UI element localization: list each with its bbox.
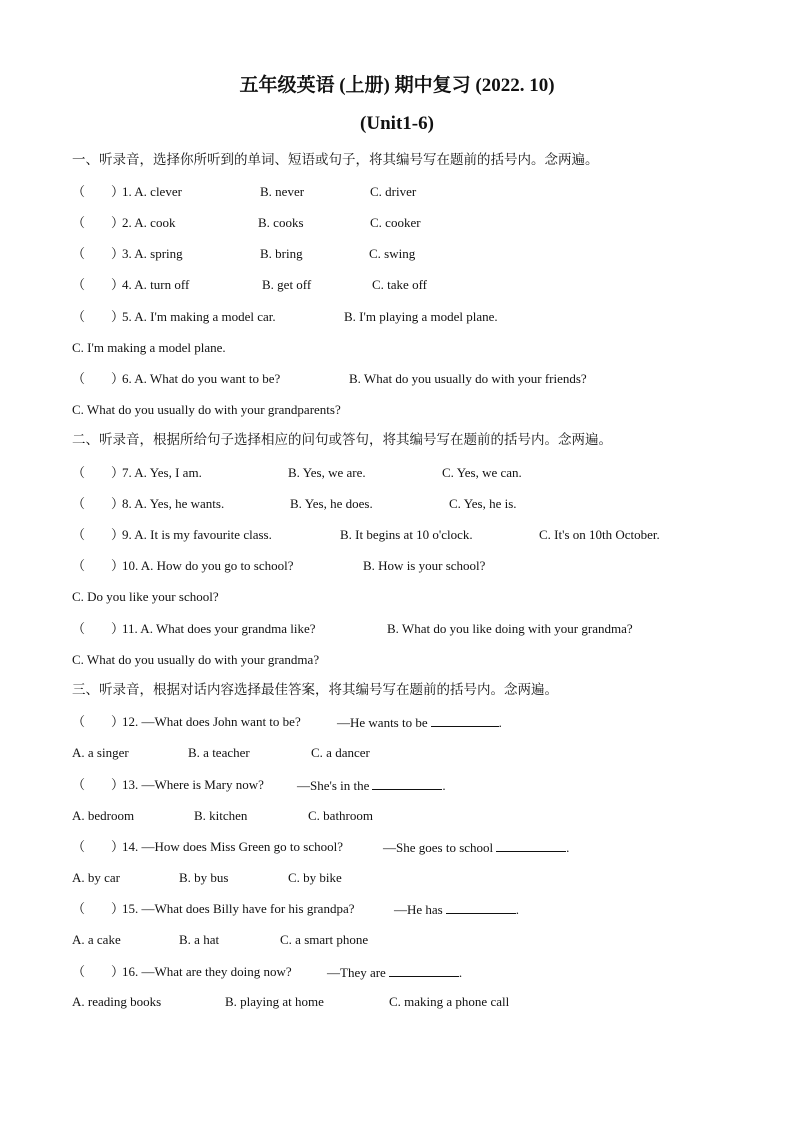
- option-a: 1. A. clever: [122, 184, 182, 199]
- section-heading-3: 三、听录音，根据对话内容选择最佳答案，将其编号写在题前的括号内。念两遍。: [72, 682, 558, 697]
- answer-bracket[interactable]: （ ）: [72, 964, 125, 979]
- page-subtitle: (Unit1-6): [360, 113, 434, 134]
- answer-bracket[interactable]: （ ）: [72, 277, 125, 292]
- option-c: C. a dancer: [311, 745, 370, 760]
- answer-text: —They are .: [327, 965, 463, 980]
- option-c: C. bathroom: [308, 808, 373, 823]
- option-b: B. a teacher: [188, 745, 250, 760]
- option-a: A. bedroom: [72, 808, 135, 823]
- option-b: B. What do you like doing with your grandma?: [387, 621, 633, 636]
- option-b: B. by bus: [179, 870, 229, 885]
- answer-bracket[interactable]: （ ）: [72, 527, 125, 542]
- option-b: B. playing at home: [225, 994, 324, 1009]
- answer-bracket[interactable]: （ ）: [72, 901, 125, 916]
- answer-bracket[interactable]: （ ）: [72, 246, 125, 261]
- question-text: 16. —What are they doing now?: [122, 964, 292, 979]
- option-a: A. by car: [72, 870, 121, 885]
- option-b: B. Yes, he does.: [290, 496, 373, 511]
- option-b: B. I'm playing a model plane.: [344, 309, 498, 324]
- option-c: C. by bike: [288, 870, 342, 885]
- answer-bracket[interactable]: （ ）: [72, 465, 125, 480]
- answer-bracket[interactable]: （ ）: [72, 496, 125, 511]
- option-c: C. take off: [372, 277, 427, 292]
- answer-bracket[interactable]: （ ）: [72, 371, 125, 386]
- option-b: B. How is your school?: [363, 558, 486, 573]
- option-c: C. swing: [369, 246, 416, 261]
- answer-blank[interactable]: [372, 777, 442, 790]
- question-text: 14. —How does Miss Green go to school?: [122, 839, 343, 854]
- option-c: C. driver: [370, 184, 417, 199]
- answer-blank[interactable]: [496, 839, 566, 852]
- option-c: C. Do you like your school?: [72, 589, 219, 604]
- option-c: C. Yes, we can.: [442, 465, 522, 480]
- option-a: A. reading books: [72, 994, 162, 1009]
- section-heading-2: 二、听录音，根据所给句子选择相应的问句或答句，将其编号写在题前的括号内。念两遍。: [72, 432, 612, 447]
- option-b: B. cooks: [258, 215, 304, 230]
- answer-bracket[interactable]: （ ）: [72, 621, 125, 636]
- answer-text: —He has .: [394, 902, 519, 917]
- question-text: 13. —Where is Mary now?: [122, 777, 264, 792]
- option-b: B. get off: [262, 277, 312, 292]
- option-a: 7. A. Yes, I am.: [122, 465, 202, 480]
- option-a: 4. A. turn off: [122, 277, 190, 292]
- option-b: B. Yes, we are.: [288, 465, 366, 480]
- answer-bracket[interactable]: （ ）: [72, 777, 125, 792]
- section-heading-1: 一、听录音，选择你所听到的单词、短语或句子，将其编号写在题前的括号内。念两遍。: [72, 152, 599, 167]
- option-b: B. never: [260, 184, 305, 199]
- answer-bracket[interactable]: （ ）: [72, 184, 125, 199]
- option-c: C. making a phone call: [389, 994, 510, 1009]
- option-a: A. a singer: [72, 745, 129, 760]
- answer-blank[interactable]: [431, 714, 499, 727]
- answer-bracket[interactable]: （ ）: [72, 215, 125, 230]
- question-text: 12. —What does John want to be?: [122, 714, 301, 729]
- option-c: C. Yes, he is.: [449, 496, 517, 511]
- answer-blank[interactable]: [389, 964, 459, 977]
- page-title: 五年级英语 (上册) 期中复习 (2022. 10): [239, 75, 555, 96]
- answer-blank[interactable]: [446, 901, 516, 914]
- option-b: B. kitchen: [194, 808, 248, 823]
- option-a: 3. A. spring: [122, 246, 183, 261]
- option-c: C. cooker: [370, 215, 421, 230]
- option-a: 6. A. What do you want to be?: [122, 371, 281, 386]
- option-c: C. I'm making a model plane.: [72, 340, 226, 355]
- answer-text: —He wants to be .: [337, 715, 502, 730]
- option-c: C. What do you usually do with your grandma?: [72, 652, 320, 667]
- option-a: 10. A. How do you go to school?: [122, 558, 294, 573]
- option-b: B. What do you usually do with your friends?: [349, 371, 587, 386]
- answer-bracket[interactable]: （ ）: [72, 839, 125, 854]
- option-a: 2. A. cook: [122, 215, 176, 230]
- option-a: 5. A. I'm making a model car.: [122, 309, 276, 324]
- option-c: C. a smart phone: [280, 932, 369, 947]
- answer-bracket[interactable]: （ ）: [72, 558, 125, 573]
- option-c: C. What do you usually do with your grandparents?: [72, 402, 341, 417]
- answer-bracket[interactable]: （ ）: [72, 309, 125, 324]
- option-a: 8. A. Yes, he wants.: [122, 496, 225, 511]
- option-b: B. bring: [260, 246, 303, 261]
- answer-bracket[interactable]: （ ）: [72, 714, 125, 729]
- answer-text: —She goes to school .: [383, 840, 570, 855]
- option-a: 11. A. What does your grandma like?: [122, 621, 316, 636]
- option-b: B. a hat: [179, 932, 220, 947]
- answer-text: —She's in the .: [297, 778, 446, 793]
- option-a: A. a cake: [72, 932, 121, 947]
- option-b: B. It begins at 10 o'clock.: [340, 527, 473, 542]
- option-a: 9. A. It is my favourite class.: [122, 527, 272, 542]
- question-text: 15. —What does Billy have for his grandpa?: [122, 901, 355, 916]
- option-c: C. It's on 10th October.: [539, 527, 660, 542]
